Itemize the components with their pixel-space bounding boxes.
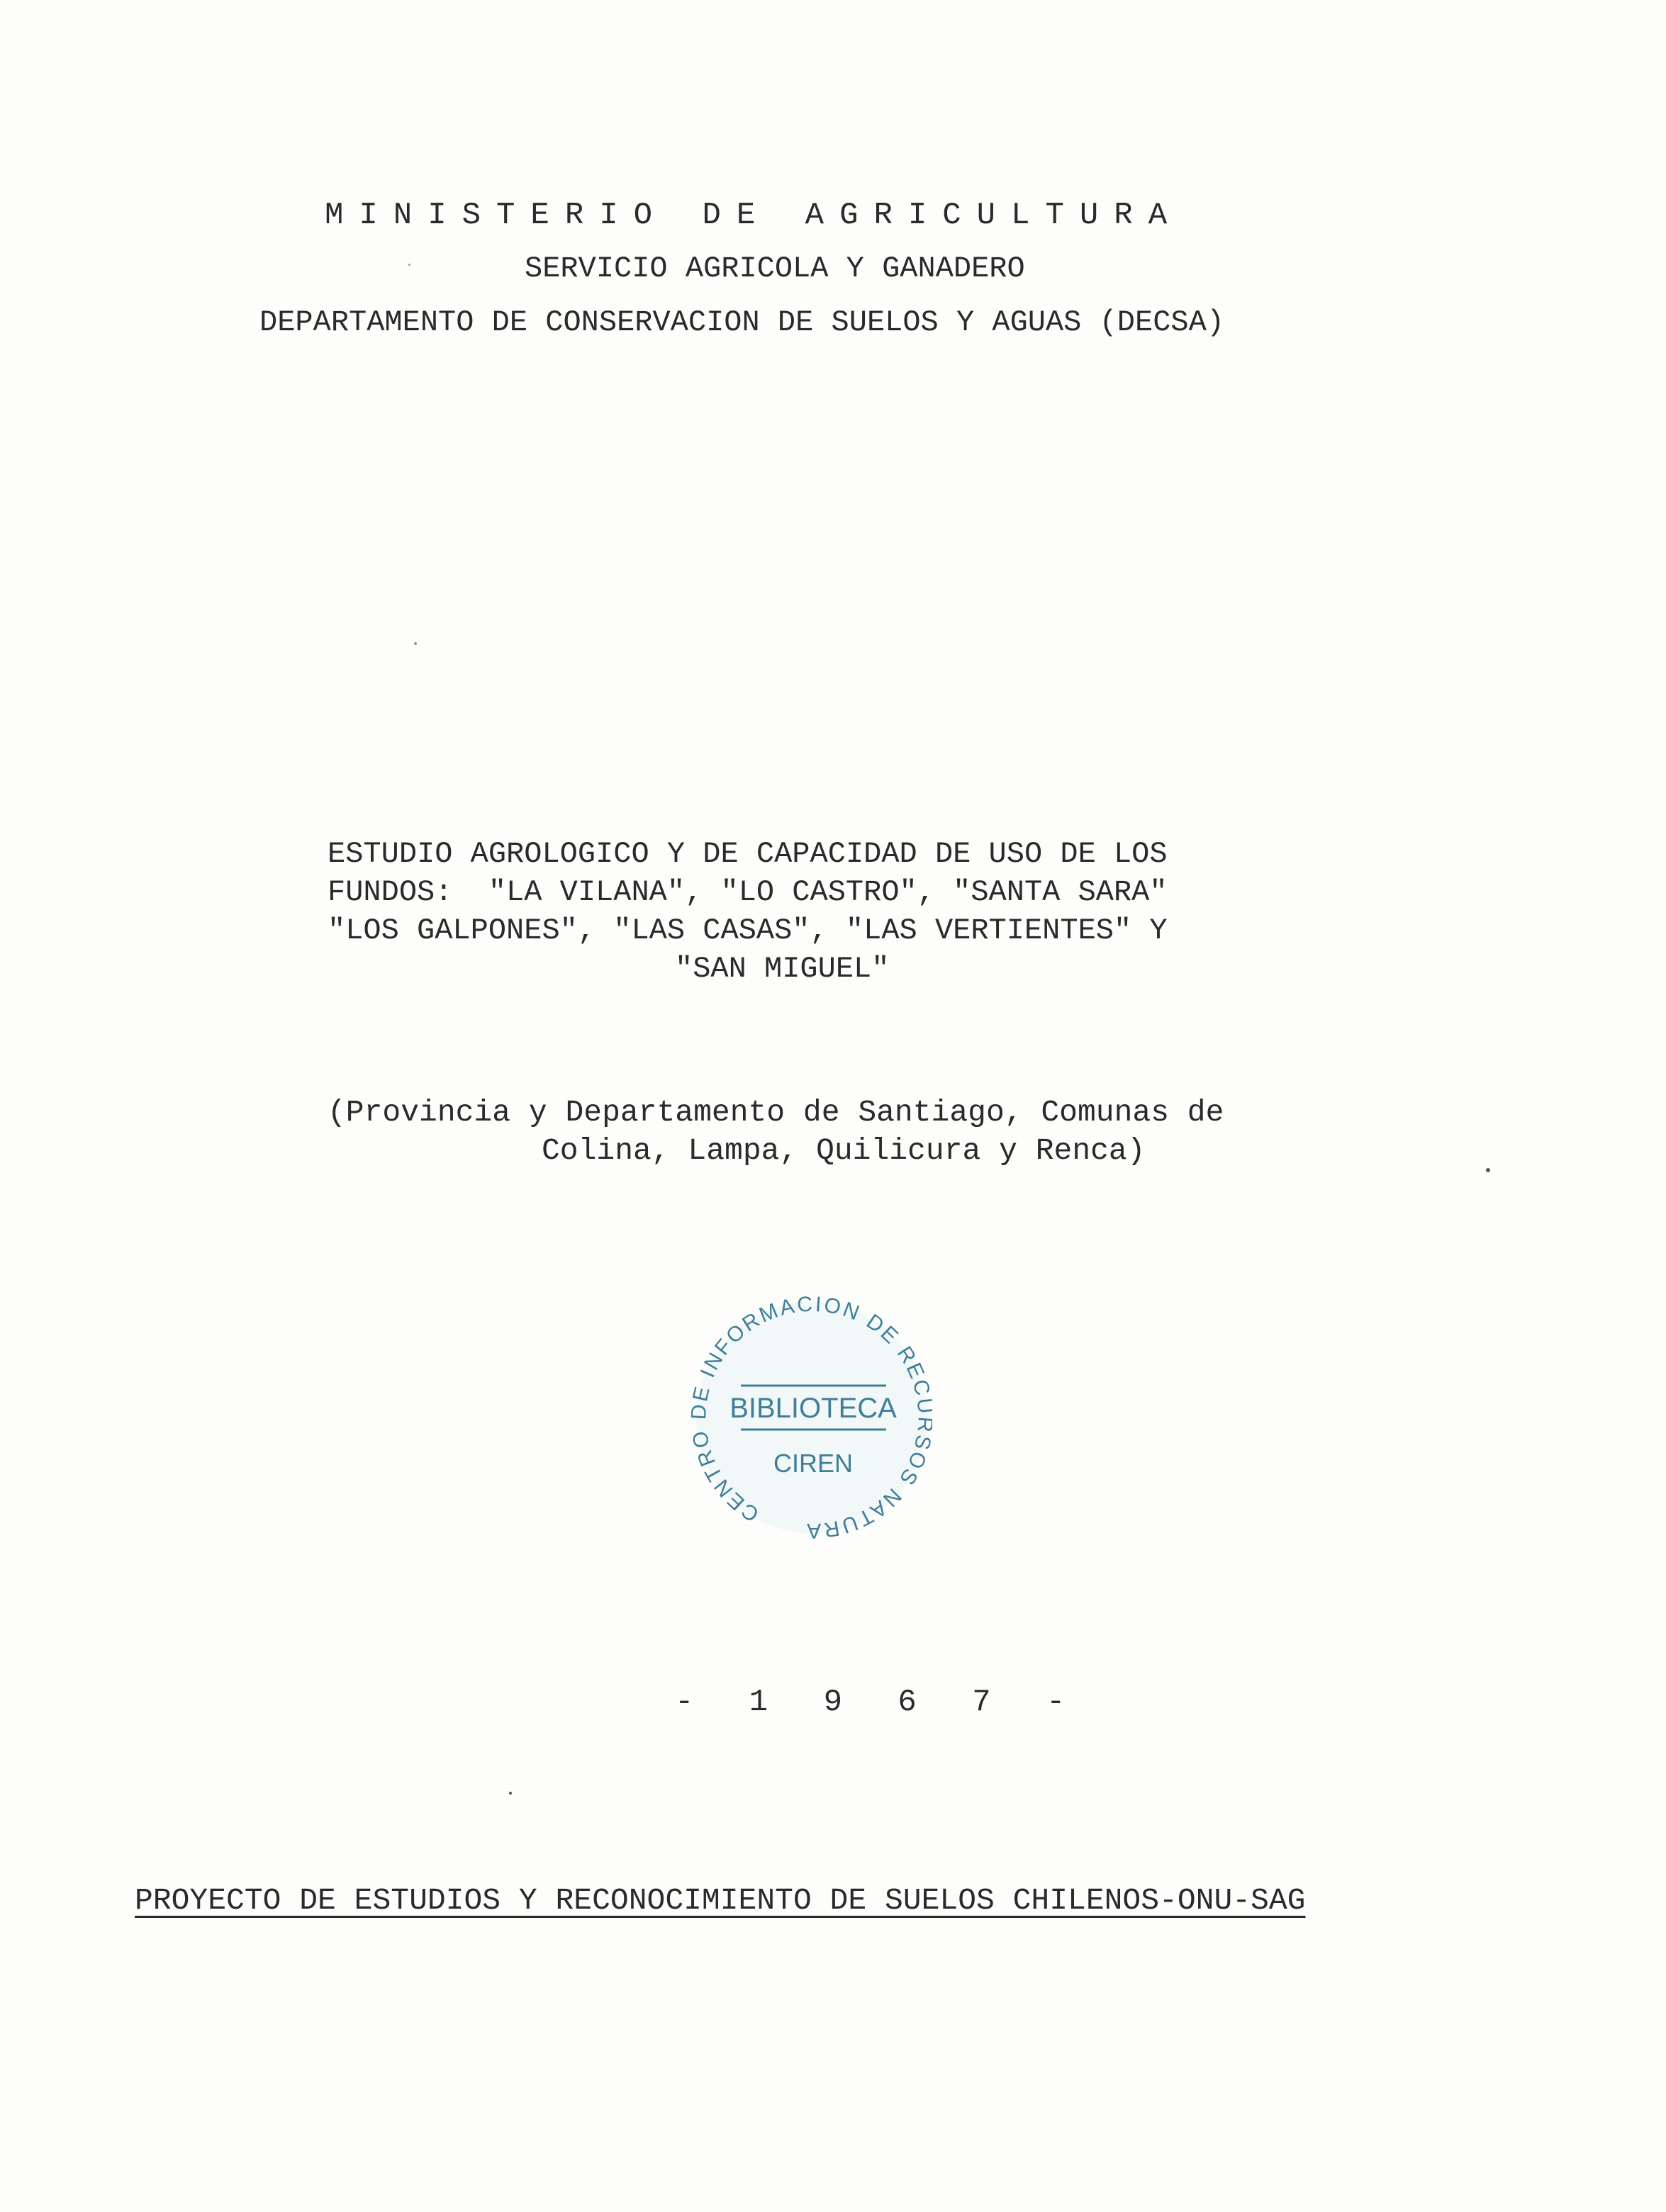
- paper-speck: [509, 1792, 512, 1795]
- stamp-center-text: BIBLIOTECA: [729, 1393, 897, 1424]
- ministry-heading: MINISTERIO DE AGRICULTURA: [325, 198, 1183, 233]
- location-line-1: (Provincia y Departamento de Santiago, Comunas de: [328, 1095, 1224, 1130]
- stamp-bottom-text: CIREN: [773, 1449, 854, 1478]
- study-title-line-4: "SAN MIGUEL": [675, 952, 890, 986]
- paper-speck: [414, 642, 417, 645]
- paper-speck: [408, 264, 410, 266]
- department-heading: DEPARTAMENTO DE CONSERVACION DE SUELOS Y AGUAS (DECSA): [259, 305, 1225, 339]
- project-footer: PROYECTO DE ESTUDIOS Y RECONOCIMIENTO DE SUELOS CHILENOS-ONU-SAG: [135, 1883, 1306, 1918]
- paper-speck: [1486, 1168, 1490, 1172]
- service-heading: SERVICIO AGRICOLA Y GANADERO: [525, 252, 1025, 286]
- study-title-line-1: ESTUDIO AGROLOGICO Y DE CAPACIDAD DE USO DE LOS: [328, 837, 1168, 871]
- location-line-2: Colina, Lampa, Quilicura y Renca): [542, 1133, 1146, 1168]
- ciren-library-stamp: [691, 1286, 932, 1542]
- stamp-ring-text: CENTR INFORMACION DE REC OS NATURA: [692, 1292, 932, 1542]
- study-title-line-2: FUNDOS: "LA VILANA", "LO CASTRO", "SANTA SARA": [328, 875, 1168, 909]
- publication-year: - 1 9 6 7 -: [675, 1685, 1084, 1720]
- stamp-seal-icon: [691, 1286, 932, 1542]
- study-title-line-3: "LOS GALPONES", "LAS CASAS", "LAS VERTIENTES" Y: [328, 914, 1168, 948]
